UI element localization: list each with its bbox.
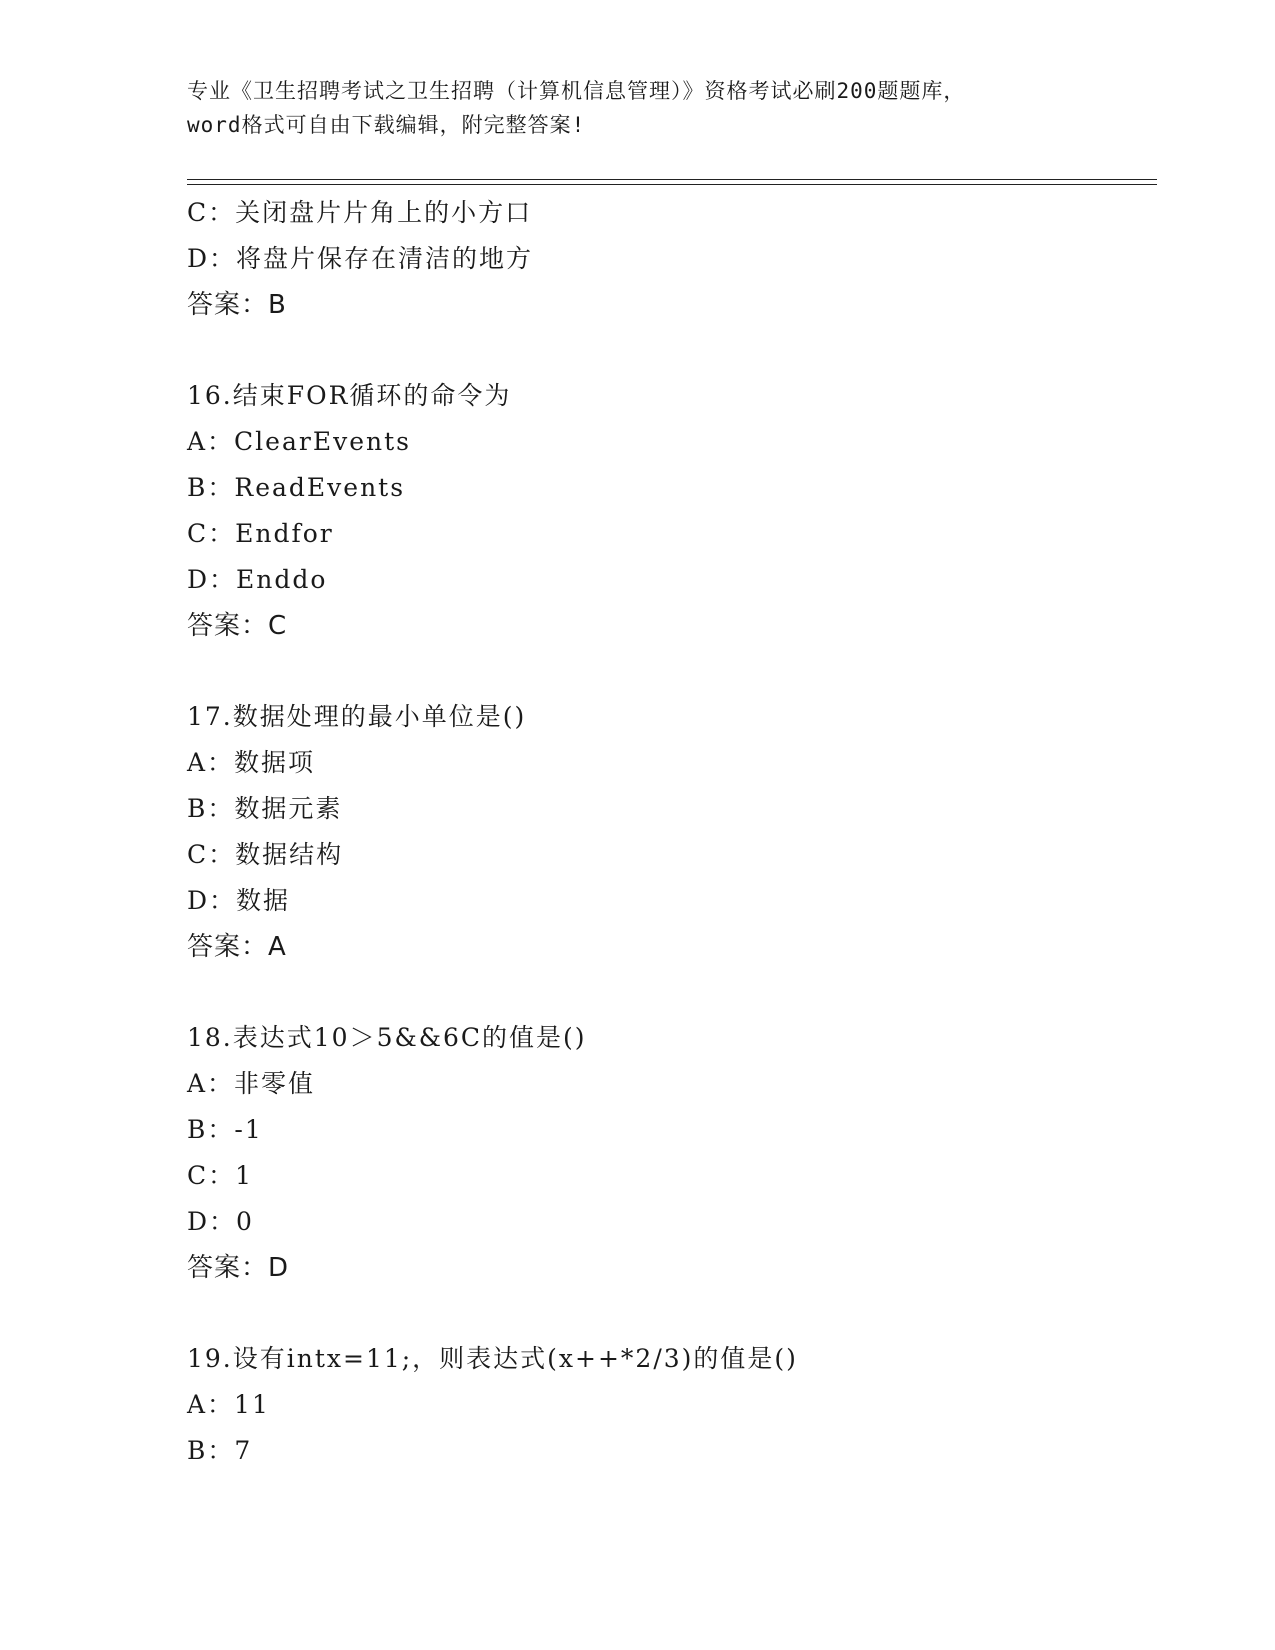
question-stem-16: 16.结束FOR循环的命令为 [187,381,512,410]
option-a: A：11 [187,1390,270,1419]
header-title-line-1: 专业《卫生招聘考试之卫生招聘（计算机信息管理）》资格考试必刷200题题库， [187,79,966,103]
option-b: B：ReadEvents [187,473,406,502]
option-a: A：数据项 [187,748,316,777]
answer-line: 答案：A [187,932,287,962]
answer-line: 答案：D [187,1253,290,1283]
answer-line: 答案：C [187,611,288,641]
option-d: D：Enddo [187,565,328,594]
header-title-line-2: word格式可自由下载编辑，附完整答案! [187,113,586,137]
option-a: A：ClearEvents [187,427,411,456]
question-stem-17: 17.数据处理的最小单位是() [187,702,527,731]
option-b: B：数据元素 [187,794,343,823]
option-b: B：-1 [187,1115,263,1144]
option-c: C：关闭盘片片角上的小方口 [187,198,533,227]
option-c: C：Endfor [187,519,334,548]
option-c: C：1 [187,1161,254,1190]
option-d: D：0 [187,1207,254,1236]
question-list [187,190,1147,1474]
option-d: D：将盘片保存在清洁的地方 [187,244,534,273]
answer-line: 答案：B [187,290,287,320]
header-divider-top [187,179,1157,180]
option-a: A：非零值 [187,1069,316,1098]
question-stem-19: 19.设有intx=11;，则表达式(x++*2/3)的值是() [187,1344,798,1373]
document-header [187,74,1087,142]
option-b: B：7 [187,1436,253,1465]
option-c: C：数据结构 [187,840,344,869]
option-d: D：数据 [187,886,291,915]
question-stem-18: 18.表达式10＞5&&6C的值是() [187,1023,587,1052]
header-divider-bottom [187,184,1157,185]
